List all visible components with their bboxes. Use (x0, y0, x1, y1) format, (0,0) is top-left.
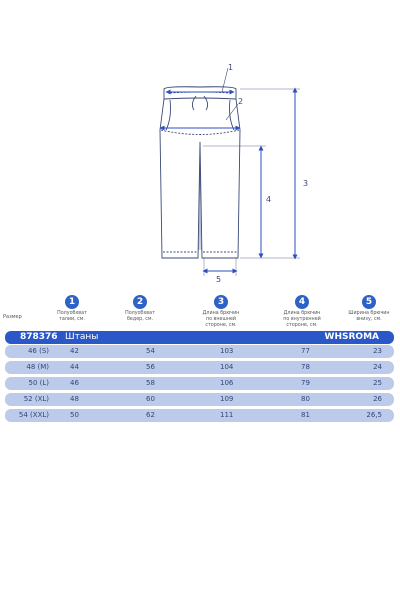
size-table (5, 345, 394, 425)
callout-5: 5 (216, 275, 222, 284)
outseam-cell: 103 (220, 347, 234, 355)
waist-cell: 50 (70, 411, 79, 419)
table-row (5, 393, 394, 406)
measure-column-1 (40, 295, 104, 323)
outseam-cell: 106 (220, 379, 234, 387)
hem-cell: 24 (373, 363, 382, 371)
hem-cell: 26,5 (366, 411, 382, 419)
hip-cell: 60 (146, 395, 155, 403)
hip-cell: 58 (146, 379, 155, 387)
measure-number-3: 3 (214, 295, 228, 309)
hem-cell: 26 (373, 395, 382, 403)
measure-column-5 (337, 295, 400, 323)
table-row (5, 361, 394, 374)
product-banner (5, 331, 394, 344)
measure-column-2 (108, 295, 172, 323)
measure-number-1: 1 (65, 295, 79, 309)
measure-number-4: 4 (295, 295, 309, 309)
measure-number-5: 5 (362, 295, 376, 309)
callout-3: 3 (303, 179, 309, 188)
measure-label-4: Длина брючин по внутренней стороне, см. (283, 311, 321, 328)
hem-cell: 25 (373, 379, 382, 387)
callout-1: 1 (228, 63, 234, 72)
waist-cell: 42 (70, 347, 79, 355)
table-row (5, 345, 394, 358)
pants-diagram (0, 0, 400, 290)
measure-number-2: 2 (133, 295, 147, 309)
measure-label-2: Полуобхват бедер, см. (125, 311, 155, 322)
waist-cell: 46 (70, 379, 79, 387)
measure-label-3: Длина брючин по внешней стороне, см. (202, 311, 240, 328)
outseam-cell: 104 (220, 363, 234, 371)
measure-header (0, 295, 400, 331)
table-row (5, 377, 394, 390)
outseam-cell: 111 (220, 411, 234, 419)
inseam-cell: 78 (301, 363, 310, 371)
callout-2: 2 (238, 97, 244, 106)
product-code: 878376 (20, 332, 58, 342)
measure-label-5: Ширина брючин внизу, см. (348, 311, 390, 322)
size-cell: 52 (XL) (23, 395, 49, 403)
size-cell: 48 (M) (26, 363, 49, 371)
hip-cell: 56 (146, 363, 155, 371)
product-name: Штаны (65, 332, 99, 342)
brand-name: WHSROMA (324, 332, 379, 342)
inseam-cell: 81 (301, 411, 310, 419)
measure-label-1: Полуобхват талии, см. (57, 311, 87, 322)
hip-cell: 54 (146, 347, 155, 355)
inseam-cell: 79 (301, 379, 310, 387)
size-cell: 46 (S) (27, 347, 49, 355)
size-cell: 50 (L) (28, 379, 49, 387)
table-row (5, 409, 394, 422)
waist-cell: 44 (70, 363, 79, 371)
inseam-cell: 80 (301, 395, 310, 403)
pants-outline (160, 87, 240, 258)
size-column-header: Размер (3, 314, 22, 320)
size-cell: 54 (XXL) (18, 411, 49, 419)
hem-cell: 23 (373, 347, 382, 355)
measure-column-3 (189, 295, 253, 329)
measure-column-4 (270, 295, 334, 329)
waist-cell: 48 (70, 395, 79, 403)
callout-4: 4 (266, 195, 272, 204)
outseam-cell: 109 (220, 395, 234, 403)
inseam-cell: 77 (301, 347, 310, 355)
hip-cell: 62 (146, 411, 155, 419)
